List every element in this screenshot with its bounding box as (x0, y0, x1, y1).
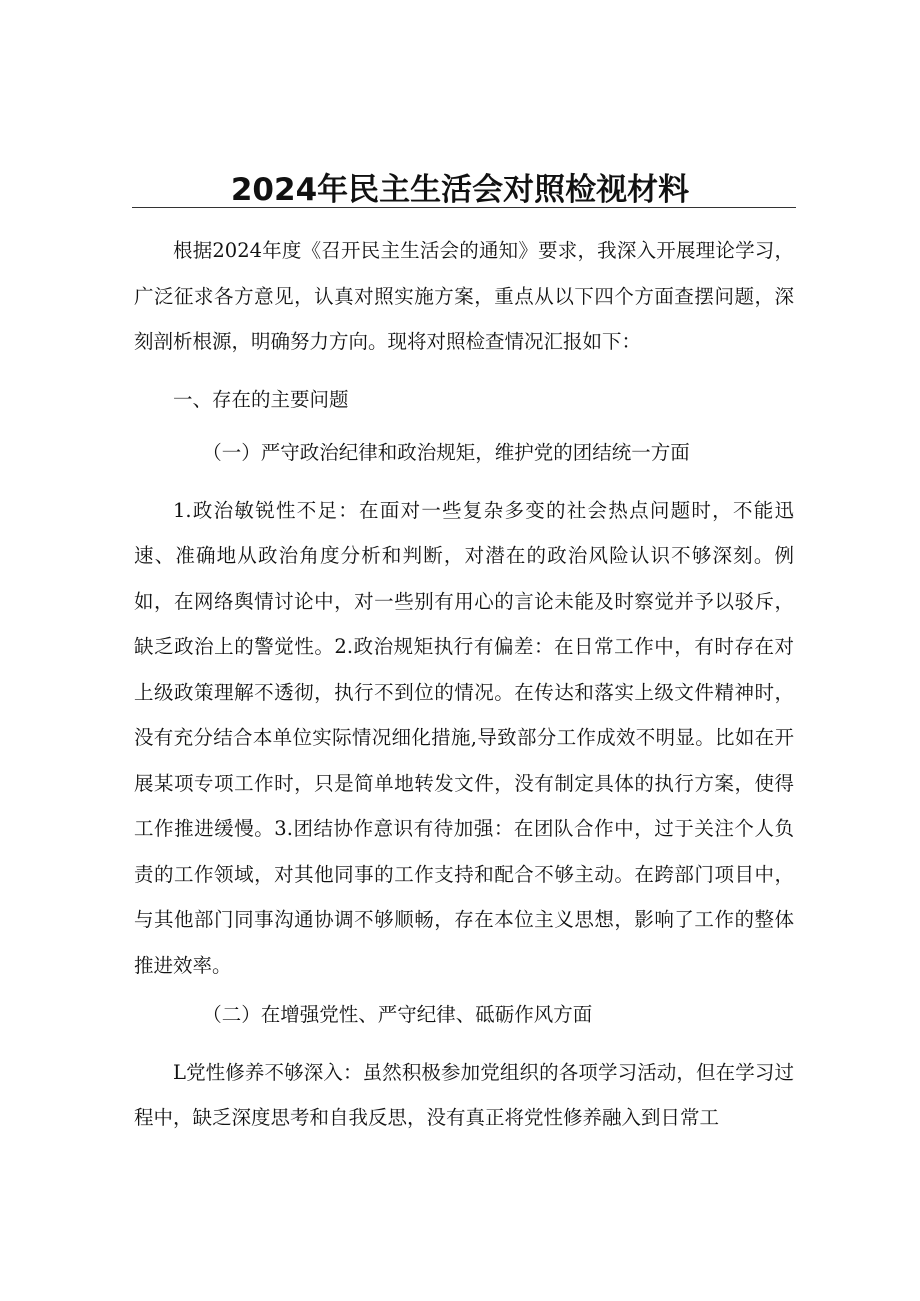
document-body (134, 228, 794, 1141)
subsection-1-paragraph: 1.政治敏锐性不足：在面对一些复杂多变的社会热点问题时，不能迅速、准确地从政治角度分析和判断，对潜在的政治风险认识不够深刻。例如，在网络舆情讨论中，对一些别有用心的言论未能及时察觉并予以驳斥，缺乏政治上的警觉性。2.政治规矩执行有偏差：在日常工作中，有时存在对上级政策理解不透彻，执行不到位的情况。在传达和落实上级文件精神时，没有充分结合本单位实际情况细化措施,导致部分工作成效不明显。比如在开展某项专项工作时，只是简单地转发文件，没有制定具体的执行方案，使得工作推进缓慢。3.团结协作意识有待加强：在团队合作中，过于关注个人负责的工作领域，对其他同事的工作支持和配合不够主动。在跨部门项目中，与其他部门同事沟通协调不够顺畅，存在本位主义思想，影响了工作的整体推进效率。 (134, 498, 794, 977)
subsection-heading-party-spirit: （二）在增强党性、严守纪律、砥砺作风方面 (202, 1003, 593, 1026)
subsection-heading-political-discipline: （一）严守政治纪律和政治规矩，维护党的团结统一方面 (202, 441, 690, 464)
intro-paragraph: 根据2024年度《召开民主生活会的通知》要求，我深入开展理论学习，广泛征求各方意见，认真对照实施方案，重点从以下四个方面查摆问题，深刻剖析根源，明确努力方向。现将对照检查情况汇报如下： (134, 239, 794, 353)
document-title: 2024年民主生活会对照检视材料 (230, 172, 690, 208)
section-heading-main-problems: 一、存在的主要问题 (173, 387, 349, 411)
subsection-2-paragraph: L党性修养不够深入：虽然积极参加党组织的各项学习活动，但在学习过程中，缺乏深度思考和自我反思，没有真正将党性修养融入到日常工 (134, 1060, 794, 1129)
title-underline (132, 207, 796, 208)
